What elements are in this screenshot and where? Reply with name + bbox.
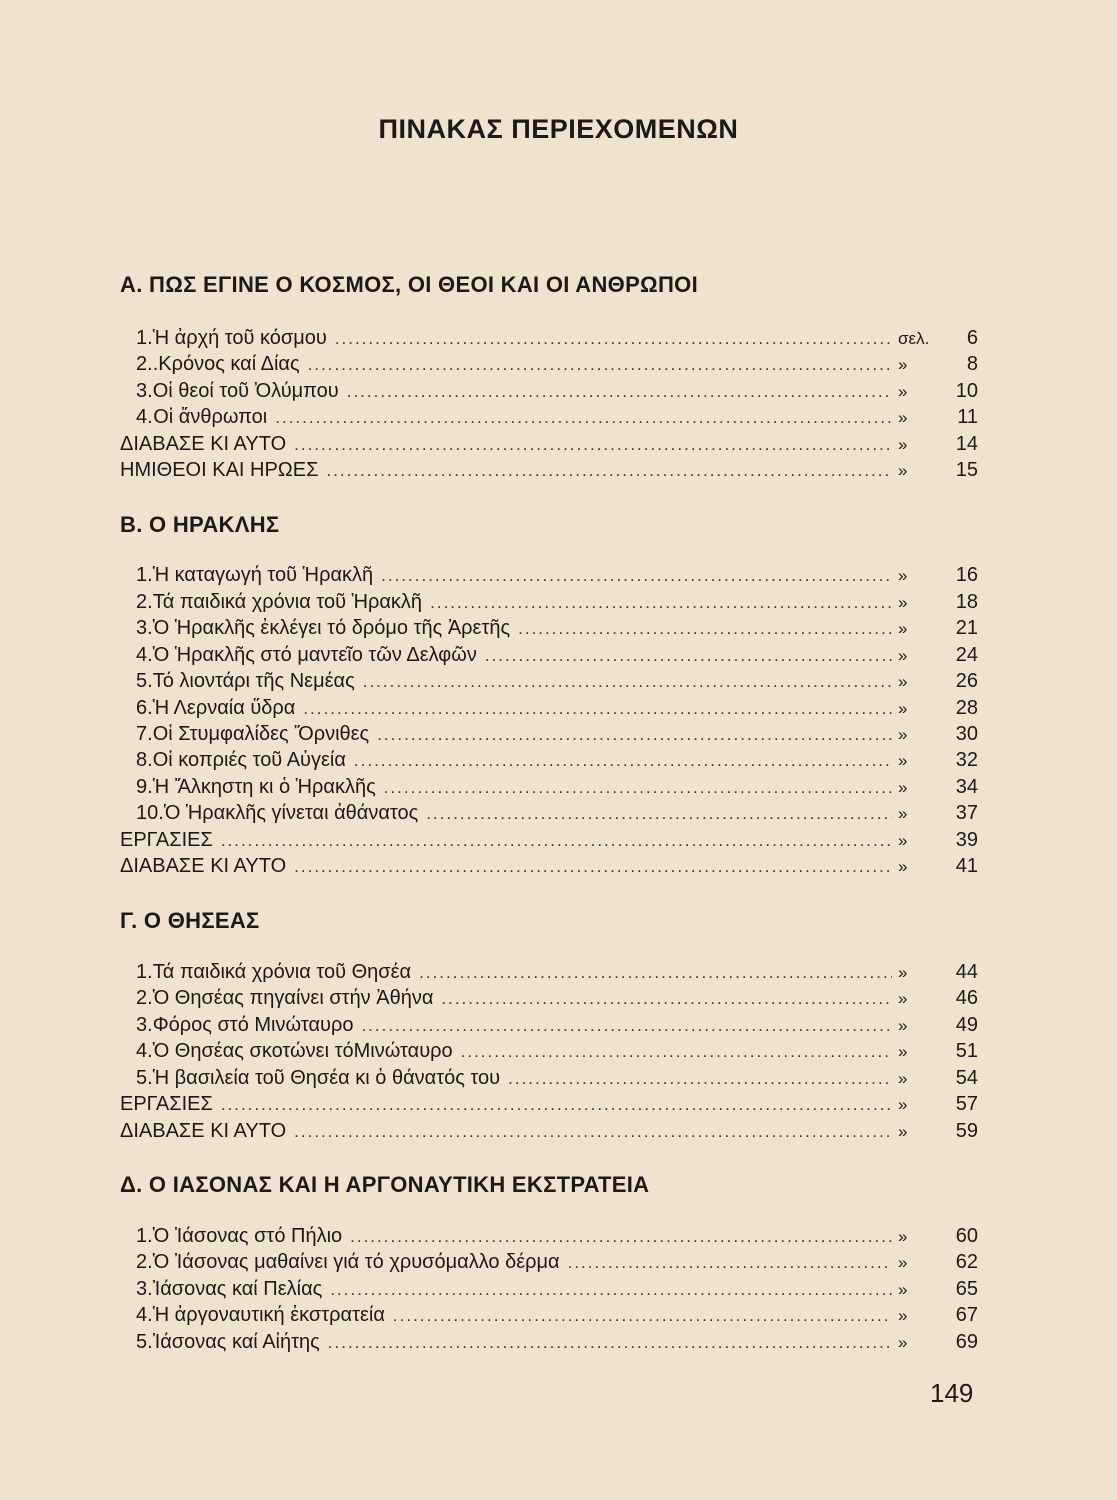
entry-number: 1. [136, 564, 153, 586]
page-marker: » [898, 857, 908, 876]
leader-dots [393, 1306, 892, 1326]
toc-entry [120, 644, 978, 670]
entry-page: 34 [955, 776, 978, 798]
entry-page: 46 [955, 987, 978, 1009]
toc-entry [120, 987, 978, 1013]
leader-dots [350, 1227, 892, 1247]
page-marker: » [898, 1253, 908, 1272]
leader-dots [363, 672, 892, 692]
page-marker: » [898, 963, 908, 982]
toc-entry [120, 1225, 978, 1251]
page-marker: » [898, 1227, 908, 1246]
entry-number: 1. [136, 1225, 153, 1247]
entry-page: 8 [966, 353, 978, 375]
entry-number: 4. [136, 406, 153, 428]
entry-title: Οἱ Στυμφαλίδες Ὄρνιθες [152, 723, 370, 745]
toc-entry [120, 1251, 978, 1277]
page-marker: » [898, 672, 908, 691]
page-number: 149 [930, 1378, 974, 1408]
leader-dots [361, 1016, 892, 1036]
toc-entry [120, 749, 978, 775]
toc-entry [120, 380, 978, 406]
leader-dots [419, 963, 892, 983]
leader-dots [430, 593, 892, 613]
entry-page: 21 [955, 617, 978, 639]
entry-page: 62 [955, 1251, 978, 1273]
entry-page: 28 [955, 697, 978, 719]
leader-dots [508, 1069, 892, 1089]
toc-entry [120, 1120, 978, 1146]
page-marker: » [898, 435, 908, 454]
entry-title: Ὁ Ἰάσονας στό Πήλιο [152, 1225, 343, 1247]
page-marker: » [898, 619, 908, 638]
entry-number: 5. [136, 1067, 153, 1089]
leader-dots [354, 751, 892, 771]
toc-entry [120, 855, 978, 881]
page-marker: » [898, 804, 908, 823]
page-marker: » [898, 1333, 908, 1352]
entry-number: 1. [136, 961, 153, 983]
entry-title: ΔΙΑΒΑΣΕ ΚΙ ΑΥΤΟ [120, 433, 287, 455]
leader-dots [384, 778, 892, 798]
leader-dots [294, 1122, 892, 1142]
entry-page: 6 [966, 327, 978, 349]
leader-dots [347, 382, 892, 402]
leader-dots [335, 329, 892, 349]
leader-dots [303, 699, 892, 719]
entry-number: 9. [136, 776, 153, 798]
entry-page: 59 [955, 1120, 978, 1142]
entry-page: 65 [955, 1278, 978, 1300]
leader-dots [326, 461, 892, 481]
toc-entry [120, 1304, 978, 1330]
entry-page: 39 [955, 829, 978, 851]
leader-dots [275, 408, 892, 428]
entry-title: Τά παιδικά χρόνια τοῦ Ἡρακλῆ [152, 591, 423, 613]
leader-dots [328, 1333, 892, 1353]
entry-page: 26 [955, 670, 978, 692]
entry-number: 6. [136, 697, 153, 719]
page-marker: » [898, 725, 908, 744]
entry-title: Ἰάσονας καί Πελίας [152, 1278, 323, 1300]
leader-dots [426, 804, 892, 824]
toc-entry [120, 1014, 978, 1040]
entry-title: Ὁ Ἡρακλῆς γίνεται ἀθάνατος [163, 802, 419, 824]
toc-entry [120, 564, 978, 590]
entry-title: Ὁ Ἡρακλῆς στό μαντεῖο τῶν Δελφῶν [152, 644, 477, 666]
entry-page: 44 [955, 961, 978, 983]
entry-title: Ὁ Ἰάσονας μαθαίνει γιά τό χρυσόμαλλο δέρμα [152, 1251, 560, 1273]
page-marker: » [898, 1095, 908, 1114]
page-marker: » [898, 1306, 908, 1325]
entry-page: 11 [957, 406, 978, 428]
entry-title: Τά παιδικά χρόνια τοῦ Θησέα [152, 961, 412, 983]
page-marker: » [898, 355, 908, 374]
entry-title: Ἡ ἀρχή τοῦ κόσμου [152, 327, 327, 349]
entry-title: Οἱ κοπριές τοῦ Αὐγεία [152, 749, 346, 771]
section-heading-d: Δ. Ο ΙΑΣΟΝΑΣ ΚΑΙ Η ΑΡΓΟΝΑΥΤΙΚΗ ΕΚΣΤΡΑΤΕΙΑ [120, 1172, 650, 1197]
leader-dots [381, 566, 892, 586]
toc-entry [120, 591, 978, 617]
entry-number: 2. [136, 987, 153, 1009]
toc-entry [120, 1093, 978, 1119]
entry-number: 10. [136, 802, 164, 824]
page-marker: » [898, 989, 908, 1008]
entry-number: 5. [136, 1331, 153, 1353]
entry-page: 18 [955, 591, 978, 613]
entry-title: .Κρόνος καί Δίας [152, 353, 300, 375]
entry-number: 4. [136, 1304, 153, 1326]
leader-dots [221, 831, 892, 851]
entry-number: 3. [136, 1014, 153, 1036]
entry-page: 37 [955, 802, 978, 824]
toc-entry [120, 697, 978, 723]
entry-title: Ἰάσονας καί Αἰήτης [152, 1331, 320, 1353]
page-marker: » [898, 1042, 908, 1061]
entry-number: 2. [136, 353, 153, 375]
section-heading-a: Α. ΠΩΣ ΕΓΙΝΕ Ο ΚΟΣΜΟΣ, ΟΙ ΘΕΟΙ ΚΑΙ ΟΙ ΑΝΘΡΩΠΟΙ [120, 272, 699, 297]
page-marker: » [898, 1280, 908, 1299]
toc-entry [120, 829, 978, 855]
page-marker: » [898, 382, 908, 401]
leader-dots [294, 857, 892, 877]
entry-title: ΕΡΓΑΣΙΕΣ [120, 1093, 213, 1115]
leader-dots [441, 989, 892, 1009]
toc-entry [120, 670, 978, 696]
leader-dots [294, 435, 892, 455]
entry-title: ΗΜΙΘΕΟΙ ΚΑΙ ΗΡΩΕΣ [120, 459, 319, 481]
entry-page: 14 [955, 433, 978, 455]
entry-title: Ὁ Θησέας σκοτώνει τόΜινώταυρο [152, 1040, 453, 1062]
entry-title: ΕΡΓΑΣΙΕΣ [120, 829, 213, 851]
entry-page: 60 [955, 1225, 978, 1247]
page-marker: » [898, 461, 908, 480]
toc-entry [120, 1067, 978, 1093]
entry-number: 3. [136, 617, 153, 639]
toc-entry [120, 353, 978, 379]
entry-number: 3. [136, 1278, 153, 1300]
entry-page: 10 [955, 380, 978, 402]
entry-page: 51 [955, 1040, 978, 1062]
entry-number: 3. [136, 380, 153, 402]
entry-page: 30 [955, 723, 978, 745]
toc-entry [120, 802, 978, 828]
entry-number: 2. [136, 1251, 153, 1273]
entry-page: 54 [955, 1067, 978, 1089]
entry-page: 15 [955, 459, 978, 481]
entry-number: 4. [136, 1040, 153, 1062]
toc-entry [120, 433, 978, 459]
page-marker: » [898, 408, 908, 427]
entry-title: ΔΙΑΒΑΣΕ ΚΙ ΑΥΤΟ [120, 1120, 287, 1142]
page-marker: » [898, 566, 908, 585]
leader-dots [568, 1253, 892, 1273]
leader-dots [377, 725, 892, 745]
toc-entry [120, 406, 978, 432]
page-marker: » [898, 751, 908, 770]
leader-dots [308, 355, 892, 375]
entry-number: 4. [136, 644, 153, 666]
page-marker: » [898, 1122, 908, 1141]
entry-title: Φόρος στό Μινώταυρο [152, 1014, 354, 1036]
page-title: ΠΙΝΑΚΑΣ ΠΕΡΙΕΧΟΜΕΝΩΝ [378, 114, 739, 144]
entry-number: 7. [136, 723, 153, 745]
entry-page: 69 [955, 1331, 978, 1353]
toc-entry [120, 617, 978, 643]
leader-dots [221, 1095, 892, 1115]
entry-title: Ἡ Ἄλκηστη κι ὁ Ἡρακλῆς [152, 776, 376, 798]
entry-title: Ὁ Θησέας πηγαίνει στήν Ἀθήνα [152, 987, 434, 1009]
entry-page: 49 [955, 1014, 978, 1036]
entry-page: 32 [955, 749, 978, 771]
page-marker: » [898, 1069, 908, 1088]
entry-page: 67 [955, 1304, 978, 1326]
toc-entry [120, 1040, 978, 1066]
leader-dots [518, 619, 892, 639]
leader-dots [461, 1042, 892, 1062]
page-marker: » [898, 646, 908, 665]
entry-page: 41 [955, 855, 978, 877]
page-marker: » [898, 1016, 908, 1035]
page-marker: » [898, 593, 908, 612]
entry-page: 57 [955, 1093, 978, 1115]
entry-title: Ὁ Ἡρακλῆς ἐκλέγει τό δρόμο τῆς Ἀρετῆς [152, 617, 511, 639]
entry-title: Ἡ Λερναία ὕδρα [152, 697, 296, 719]
entry-number: 8. [136, 749, 153, 771]
entry-title: Οἱ θεοί τοῦ Ὀλύμπου [152, 380, 339, 402]
toc-entry [120, 327, 978, 353]
entry-page: 16 [955, 564, 978, 586]
page-marker: » [898, 699, 908, 718]
leader-dots [330, 1280, 892, 1300]
entry-number: 1. [136, 327, 153, 349]
toc-entry [120, 1331, 978, 1357]
entry-title: Τό λιοντάρι τῆς Νεμέας [152, 670, 355, 692]
page-marker: » [898, 778, 908, 797]
leader-dots [485, 646, 892, 666]
toc-entry [120, 459, 978, 485]
entry-number: 2. [136, 591, 153, 613]
section-heading-b: Β. Ο ΗΡΑΚΛΗΣ [120, 512, 280, 537]
entry-number: 5. [136, 670, 153, 692]
toc-entry [120, 723, 978, 749]
page-marker: » [898, 831, 908, 850]
toc-entry [120, 961, 978, 987]
entry-page: 24 [955, 644, 978, 666]
toc-entry [120, 776, 978, 802]
toc-entry [120, 1278, 978, 1304]
entry-title: Ἡ καταγωγή τοῦ Ἡρακλῆ [152, 564, 374, 586]
page-marker: σελ. [898, 329, 930, 348]
section-heading-c: Γ. Ο ΘΗΣΕΑΣ [120, 908, 260, 933]
entry-title: Ἡ ἀργοναυτική ἐκστρατεία [152, 1304, 385, 1326]
entry-title: Ἡ βασιλεία τοῦ Θησέα κι ὁ θάνατός του [152, 1067, 501, 1089]
entry-title: Οἱ ἄνθρωποι [153, 406, 268, 428]
entry-title: ΔΙΑΒΑΣΕ ΚΙ ΑΥΤΟ [120, 855, 287, 877]
